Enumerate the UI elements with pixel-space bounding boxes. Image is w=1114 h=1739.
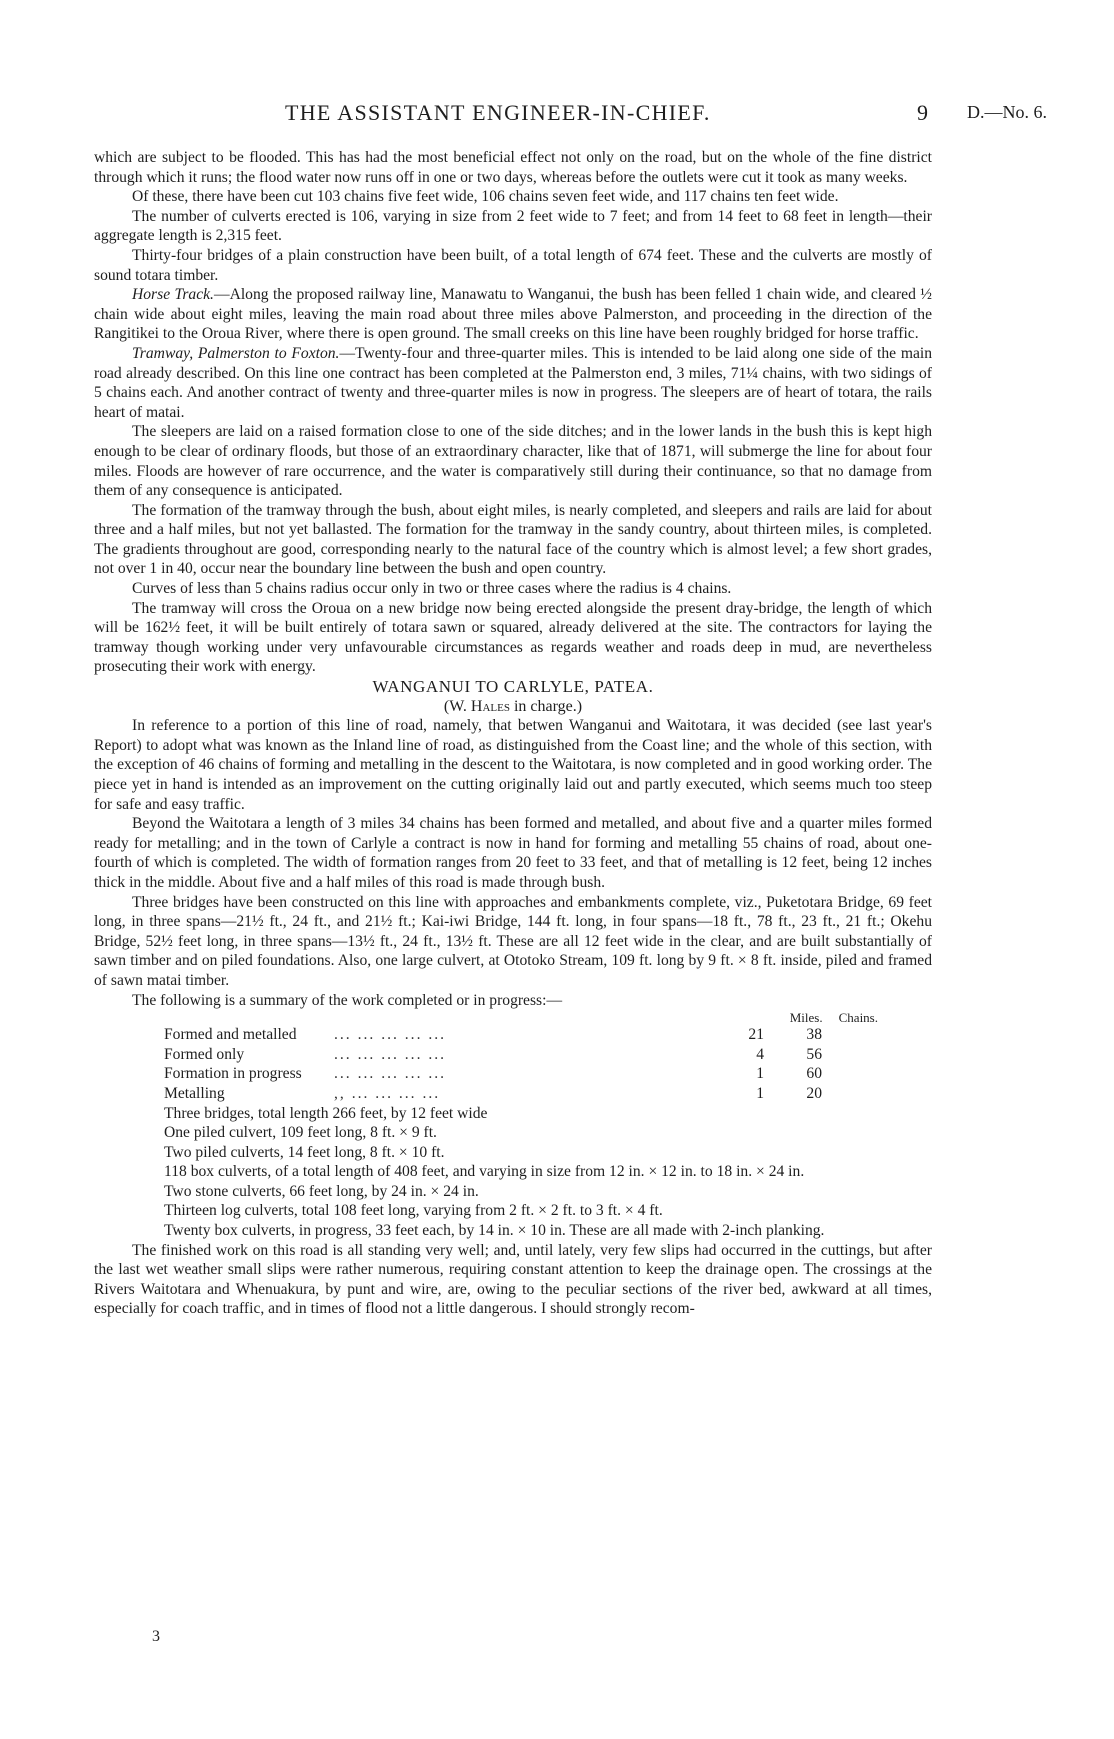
paragraph: which are subject to be flooded. This has had the most beneficial effect not only on the road, but on the whole of the fine district through which it runs; the flood water now runs off in one or two days, whereas before the outlets were cut it took as many weeks. (94, 149, 932, 186)
summary-row (164, 1064, 932, 1084)
list-item: Thirteen log culverts, total 108 feet long, varying from 2 ft. × 2 ft. to 3 ft. × 4 ft. (164, 1202, 663, 1220)
row-chains: 60 (806, 1065, 822, 1083)
horse-track-heading: Horse Track. (132, 286, 214, 304)
leader-dots: ... ... ... ... ... (334, 1065, 447, 1083)
tramway-paragraph (94, 344, 932, 422)
row-chains: 20 (806, 1084, 822, 1102)
summary-table (94, 1010, 932, 1241)
summary-row (164, 1045, 932, 1065)
body-text (94, 148, 932, 1319)
paragraph: The number of culverts erected is 106, varying in size from 2 feet wide to 7 feet; and from 14 feet to 68 feet in length—their aggregate length is 2,315 feet. (94, 207, 932, 245)
paragraph: The sleepers are laid on a raised formation close to one of the side ditches; and in the lower lands in the bush this is kept high enough to be clear of ordinary floods, but those of an extraordinary character, like that of 1871, will submerge the line for about four miles. Floods are however of rare occurrence, and the water is comparatively still during their continuance, so that no damage from them of any consequence is anticipated. (94, 423, 932, 500)
list-item: One piled culvert, 109 feet long, 8 ft. × 9 ft. (164, 1124, 437, 1142)
row-label: Formed only (164, 1045, 245, 1063)
paragraph: Thirty-four bridges of a plain construction have been built, of a total length of 674 feet. These and the culverts are mostly of sound totara timber. (94, 246, 932, 284)
horse-track-paragraph (94, 285, 932, 344)
list-item: Twenty box culverts, in progress, 33 feet each, by 14 in. × 10 in. These are all made with 2-inch planking. (164, 1222, 825, 1240)
paragraph: The formation of the tramway through the bush, about eight miles, is nearly completed, and sleepers and rails are laid for about three and a half miles, but not yet ballasted. The formation for the tramway in the sandy country, about thirteen miles, is completed. The gradients throughout are good, corresponding nearly to the natural face of the country which is almost level; a few short grades, not over 1 in 40, occur near the boundary line between the bush and open country. (94, 501, 932, 578)
tramway-text: —Twenty-four and three-quarter miles. This is intended to be laid along one side of the main road already described. On this line one contract has been completed at the Palmerston end, 3 miles, 71¼ chains, with two sidings of 5 chains each. And another contract of twenty and three-quarter miles is now in progress. The sleepers are of heart of totara, the rails heart of matai. (94, 344, 933, 421)
paragraph: The following is a summary of the work completed or in progress:— (132, 991, 563, 1009)
page-header (0, 100, 1114, 130)
closing-paragraph: The finished work on this road is all standing very well; and, until lately, very few slips had occurred in the cuttings, but after the last wet weather small slips were rather numerous, requiring constant attention to keep the drainage open. The crossings at the Rivers Waitotara and Whenuakura, by punt and wire, are, owing to the peculiar sections of the river bed, awkward at all times, especially for coach traffic, and in times of flood not a little dangerous. I should strongly recom- (94, 1241, 932, 1318)
leader-dots: ... ... ... ... ... (334, 1026, 447, 1044)
summary-header (94, 1010, 932, 1025)
list-item: 118 box culverts, of a total length of 408 feet, and varying in size from 12 in. × 12 in. to 18 in. × 24 in. (164, 1163, 805, 1181)
document-reference: D.—No. 6. (967, 102, 1047, 122)
summary-items (94, 1104, 932, 1241)
section-title: WANGANUI TO CARLYLE, PATEA. (372, 677, 654, 697)
subtitle-open: (W. (443, 697, 471, 715)
list-item: Two stone culverts, 66 feet long, by 24 in. × 24 in. (164, 1182, 479, 1200)
summary-row (164, 1084, 932, 1104)
paragraph: Beyond the Waitotara a length of 3 miles 34 chains has been formed and metalled, and about five and a quarter miles formed ready for metalling; and in the town of Carlyle a contract is now in hand for forming and metalling 55 chains of road, about one-fourth of which is completed. The width of formation ranges from 20 feet to 33 feet, and that of metalling is 12 feet, being 12 inches thick in the middle. About five and a half miles of this road is made through bush. (94, 815, 932, 891)
paragraph: The tramway will cross the Oroua on a new bridge now being erected alongside the present dray-bridge, the length of which will be 162½ feet, it will be built entirely of totara sawn or squared, already delivered at the site. The contractors for laying the tramway though working under very unfavourable circumstances as regards weather and roads deep in mud, are nevertheless prosecuting their work with energy. (94, 599, 932, 676)
paragraph: In reference to a portion of this line of road, namely, that betwen Wanganui and Waitotara, it was decided (see last year's Report) to adopt what was known as the Inland line of road, as distinguished from the Coast line; and the whole of this section, with the exception of 46 chains of forming and metalling in the descent to the Waitotara, is now completed and in good working order. The piece yet in hand is intended as an improvement on the cutting originally laid out and partly executed, which seems much too steep for safe and easy traffic. (94, 717, 932, 813)
page-number: 9 (917, 100, 928, 125)
subtitle-close: in charge.) (509, 697, 583, 715)
leader-dots: ... ... ... ... ... (334, 1045, 447, 1063)
row-miles: 4 (756, 1045, 764, 1063)
row-label: Formed and metalled (164, 1026, 297, 1044)
row-miles: 1 (756, 1084, 764, 1102)
row-chains: 56 (806, 1045, 822, 1063)
summary-row (164, 1025, 932, 1045)
row-chains: 38 (806, 1026, 822, 1044)
row-miles: 21 (748, 1026, 764, 1044)
leader-dots: ,, ... ... ... ... (334, 1084, 441, 1102)
row-label: Formation in progress (164, 1065, 302, 1083)
tramway-heading: Tramway, Palmerston to Foxton. (132, 344, 340, 362)
row-miles: 1 (756, 1065, 764, 1083)
col-chains: Chains. (838, 1010, 878, 1026)
section-subtitle (94, 697, 932, 717)
col-miles: Miles. (789, 1010, 823, 1026)
paragraph: Curves of less than 5 chains radius occur only in two or three cases where the radius is 4 chains. (132, 580, 732, 598)
list-item: Two piled culverts, 14 feet long, 8 ft. × 10 ft. (164, 1143, 445, 1161)
engineer-name: Hales (470, 697, 510, 715)
row-label: Metalling (164, 1084, 225, 1102)
list-item: Three bridges, total length 266 feet, by 12 feet wide (164, 1104, 488, 1122)
running-head: THE ASSISTANT ENGINEER-IN-CHIEF. (285, 100, 711, 125)
paragraph: Of these, there have been cut 103 chains five feet wide, 106 chains seven feet wide, and 117 chains ten feet wide. (132, 188, 839, 206)
signature-mark: 3 (152, 1628, 160, 1645)
horse-track-text: —Along the proposed railway line, Manawatu to Wanganui, the bush has been felled 1 chain wide, and cleared ½ chain wide about eight miles, leaving the main road about three miles above Palmerston, and proceeding in the direction of the Rangitikei to the Oroua River, where there is open ground. The small creeks on this line have been roughly bridged for horse traffic. (94, 286, 933, 343)
paragraph: Three bridges have been constructed on this line with approaches and embankments complete, viz., Puketotara Bridge, 69 feet long, in three spans—21½ ft., 24 ft., and 21½ ft.; Kai-iwi Bridge, 144 ft. long, in four spans—18 ft., 78 ft., 23 ft., 21 ft.; Okehu Bridge, 52½ feet long, in three spans—13½ ft., 24 ft., 13½ ft. These are all 12 feet wide in the clear, and are built substantially of sawn timber and on piled foundations. Also, one large culvert, at Ototoko Stream, 109 ft. long by 9 ft. × 8 ft. inside, piled and framed of sawn matai timber. (94, 893, 932, 989)
